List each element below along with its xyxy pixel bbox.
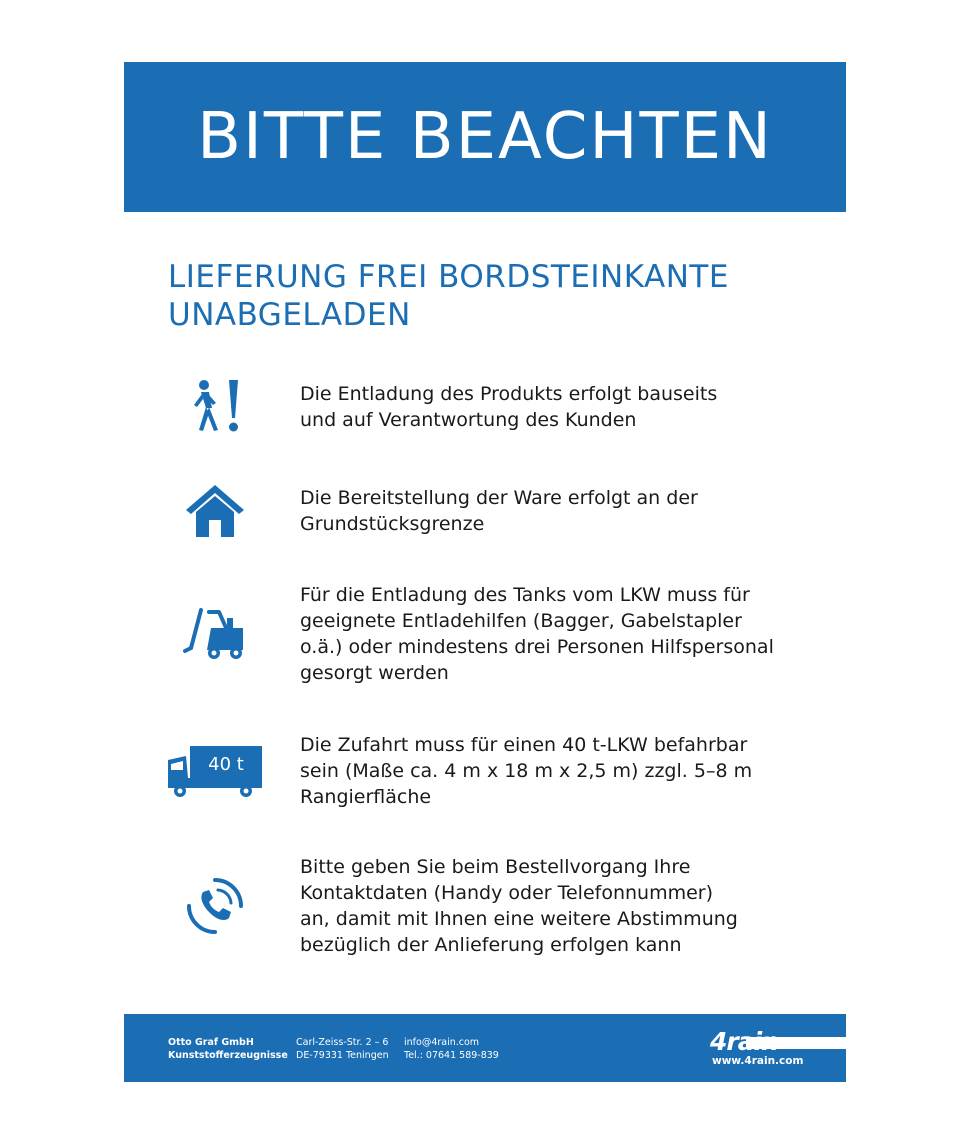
notice-text: Die Entladung des Produkts erfolgt bauseits und auf Verantwortung des Kunden (300, 383, 718, 431)
subtitle (168, 258, 828, 334)
footer-company (168, 1036, 288, 1062)
notice-text: Für die Entladung des Tanks vom LKW muss für geeignete Entladehilfen (Bagger, Gabelstapler o.ä.) oder mindestens drei Personen Hilfspersonal gesorgt werden (300, 584, 774, 684)
header-banner (124, 62, 846, 212)
company-sub: Kunststofferzeugnisse (168, 1050, 288, 1061)
page-title: BITTE BEACHTEN (197, 100, 773, 174)
company-name: Otto Graf GmbH (168, 1037, 254, 1048)
notice-text: Die Bereitstellung der Ware erfolgt an der Grundstücksgrenze (300, 487, 698, 535)
notice-text: Bitte geben Sie beim Bestellvorgang Ihre Kontaktdaten (Handy oder Telefonnummer) an, damit mit Ihnen eine weitere Abstimmung bezüglich der Anlieferung erfolgen kann (300, 856, 738, 956)
notice-item-unloading (160, 378, 840, 438)
phone-number: Tel.: 07641 589-839 (404, 1050, 499, 1061)
email-link[interactable]: info@4rain.com (404, 1037, 480, 1048)
brand-logo: 4rain (710, 1027, 778, 1056)
pedestrian-warning-icon (160, 378, 270, 436)
notice-item-unloading-aids (160, 582, 840, 692)
house-icon (160, 482, 270, 538)
subtitle-line-1: LIEFERUNG FREI BORDSTEINKANTE (168, 259, 729, 295)
notice-text: Die Zufahrt muss für einen 40 t-LKW befahrbar sein (Maße ca. 4 m x 18 m x 2,5 m) zzgl. 5–8 m Rangierfläche (300, 734, 753, 808)
street: Carl-Zeiss-Str. 2 – 6 (296, 1037, 389, 1048)
notice-item-contact (160, 854, 840, 964)
truck-icon (160, 742, 270, 798)
truck-weight-label: 40 t (208, 754, 244, 775)
subtitle-line-2: UNABGELADEN (168, 297, 411, 333)
notice-item-access-road (160, 732, 840, 816)
footer-contact (404, 1036, 499, 1062)
notice-item-delivery-point (160, 480, 840, 540)
forklift-icon (160, 604, 270, 660)
footer (124, 1014, 846, 1082)
phone-icon (160, 876, 270, 936)
footer-address (296, 1036, 389, 1062)
website-link[interactable]: www.4rain.com (712, 1055, 804, 1067)
city: DE-79331 Teningen (296, 1050, 389, 1061)
